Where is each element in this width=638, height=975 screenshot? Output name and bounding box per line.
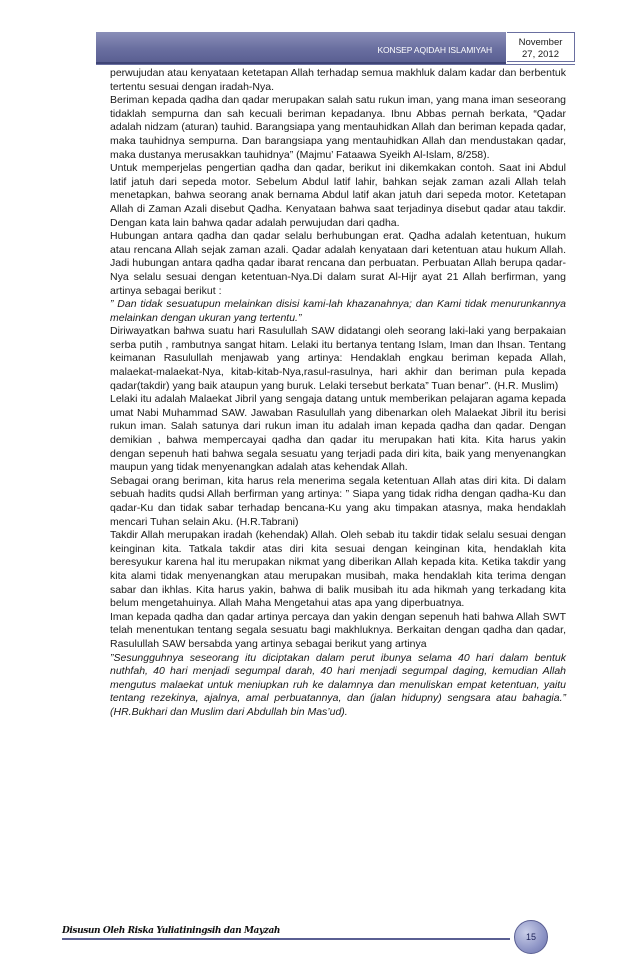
paragraph: Iman kepada qadha dan qadar artinya percaya dan yakin dengan sepenuh hati bahwa Allah SWT telah menentukan tentang segala sesuatu bagi makhluknya. Berkaitan dengan qadha dan qadar, Rasulullah SAW bersabda yang artinya sebagai berikut yang artinya: [110, 610, 566, 650]
footer-divider: [62, 938, 510, 940]
paragraph: Beriman kepada qadha dan qadar merupakan salah satu rukun iman, yang mana iman seseorang tidaklah sempurna dan sah kecuali beriman kepadanya. Ibnu Abbas pernah berkata, “Qadar adalah nidzam (aturan) tauhid. Barangsiapa yang mentauhidkan Allah dan beriman kepada qadar, maka tauhidnya sempurna. Dan barangsiapa yang mentauhidkan Allah dan mendustakan qadar, maka dustanya merusakkan tauhidnya” (Majmu’ Fataawa Syeikh Al-Islam, 8/258).: [110, 94, 566, 161]
paragraph: perwujudan atau kenyataan ketetapan Allah terhadap semua makhluk dalam kadar dan berbentuk tertentu sesuai dengan iradah-Nya.: [110, 67, 566, 93]
paragraph: Diriwayatkan bahwa suatu hari Rasulullah SAW didatangi oleh seorang laki-laki yang berpakaian serba putih , rambutnya sangat hitam. Lelaki itu bertanya tentang Islam, Iman dan Ihsan. Tentang keimanan Rasulullah menjawab yang artinya: Hendaklah engkau beriman kepada Allah, malaekat-malaekat-Nya, kitab-kitab-Nya,rasul-rasulnya, hari akhir dan beriman pula kepada qadar(takdir) yang baik ataupun yang buruk. Lelaki tersebut berkata” Tuan benar”. (H.R. Muslim): [110, 325, 566, 392]
quran-quote: ” Dan tidak sesuatupun melainkan disisi kami-lah khazanahnya; dan Kami tidak menurunkannya melainkan dengan ukuran yang tertentu.”: [110, 298, 566, 324]
header-date: [507, 32, 575, 62]
date-month: November: [518, 37, 563, 48]
paragraph: Lelaki itu adalah Malaekat Jibril yang sengaja datang untuk memberikan pelajaran agama kepada umat Nabi Muhammad SAW. Jawaban Rasulullah yang dibenarkan oleh Malaekat Jibril itu berisi rukun iman. Salah satunya dari rukun iman itu adalah iman kepada qadha dan qadar. Dengan demikian , bahwa mempercayai qadha dan qadar itu merupakan hati kita. Kita harus yakin dengan sepenuh hati bahwa segala sesuatu yang terjadi pada diri kita, baik yang menyenangkan maupun yang tidak menyenangkan adalah atas kehendak Allah.: [110, 393, 566, 474]
header-band: [96, 32, 506, 64]
paragraph: Sebagai orang beriman, kita harus rela menerima segala ketentuan Allah atas diri kita. Di dalam sebuah hadits qudsi Allah berfirman yang artinya: ” Siapa yang tidak ridha dengan qadha-Ku dan qadar-Ku dan tidak sabar terhadap bencana-Ku yang aku timpakan atasnya, maka hendaklah mencari Tuhan selain Aku. (H.R.Tabrani): [110, 474, 566, 528]
hadith-quote: ”Sesungguhnya seseorang itu diciptakan dalam perut ibunya selama 40 hari dalam bentuk nuthfah, 40 hari menjadi segumpal darah, 40 hari menjadi segumpal daging, kemudian Allah mengutus malaekat untuk meniupkan ruh ke dalamnya dan menuliskan empat ketentuan, yaitu tentang rezekinya, ajalnya, amal perbuatannya, dan (jalan hidupny) sengsara atau bahagia.” (HR.Bukhari dan Muslim dari Abdullah bin Mas’ud).: [110, 651, 566, 718]
paragraph: Untuk memperjelas pengertian qadha dan qadar, berikut ini dikemkakan contoh. Saat ini Abdul latif jatuh dari sepeda motor. Sebelum Abdul latif lahir, bahkan sejak zaman azali Allah telah menetapkan, bahwa seorang anak bernama Abdul latif akan jatuh dari sepeda motor. Ketetapan Allah di Zaman Azali disebut Qadha. Kenyataan bahwa saat terjadinya disebut qadar atau takdir. Dengan kata lain bahwa qadar adalah perwujudan dari qadha.: [110, 162, 566, 229]
page-number-badge: 15: [514, 920, 548, 954]
paragraph: Hubungan antara qadha dan qadar selalu berhubungan erat. Qadha adalah ketentuan, hukum atau rencana Allah sejak zaman azali. Qadar adalah kenyataan dari ketentuan atau hukum Allah. Jadi hubungan antara qadha qadar ibarat rencana dan perbuatan. Perbuatan Allah berupa qadar-Nya selalu sesuai dengan ketentuan-Nya.Di dalam surat Al-Hijr ayat 21 Allah berfirman, yang artinya sebagai berikut :: [110, 230, 566, 297]
document-title: KONSEP AQIDAH ISLAMIYAH: [377, 45, 492, 55]
body-text: [110, 67, 566, 720]
header-divider: [96, 64, 575, 65]
paragraph: Takdir Allah merupakan iradah (kehendak) Allah. Oleh sebab itu takdir tidak selalu sesuai dengan keinginan kita. Tatkala takdir atas diri kita sesuai dengan keinginan kita, hendaklah kita beresyukur karena hal itu merupakan nikmat yang diberikan Allah kepada kita. Ketika takdir yang kita alami tidak menyenangkan atau merupakan musibah, maka hendaklah kita terima dengan sabar dan ikhlas. Kita harus yakin, bahwa di balik musibah itu ada hikmah yang terkadang kita belum mengetahuinya. Allah Maha Mengetahui atas apa yang diperbuatnya.: [110, 529, 566, 610]
date-day-year: 27, 2012: [522, 49, 559, 60]
footer-author: Disusun Oleh Riska Yuliatiningsih dan Mayzah: [62, 926, 281, 936]
